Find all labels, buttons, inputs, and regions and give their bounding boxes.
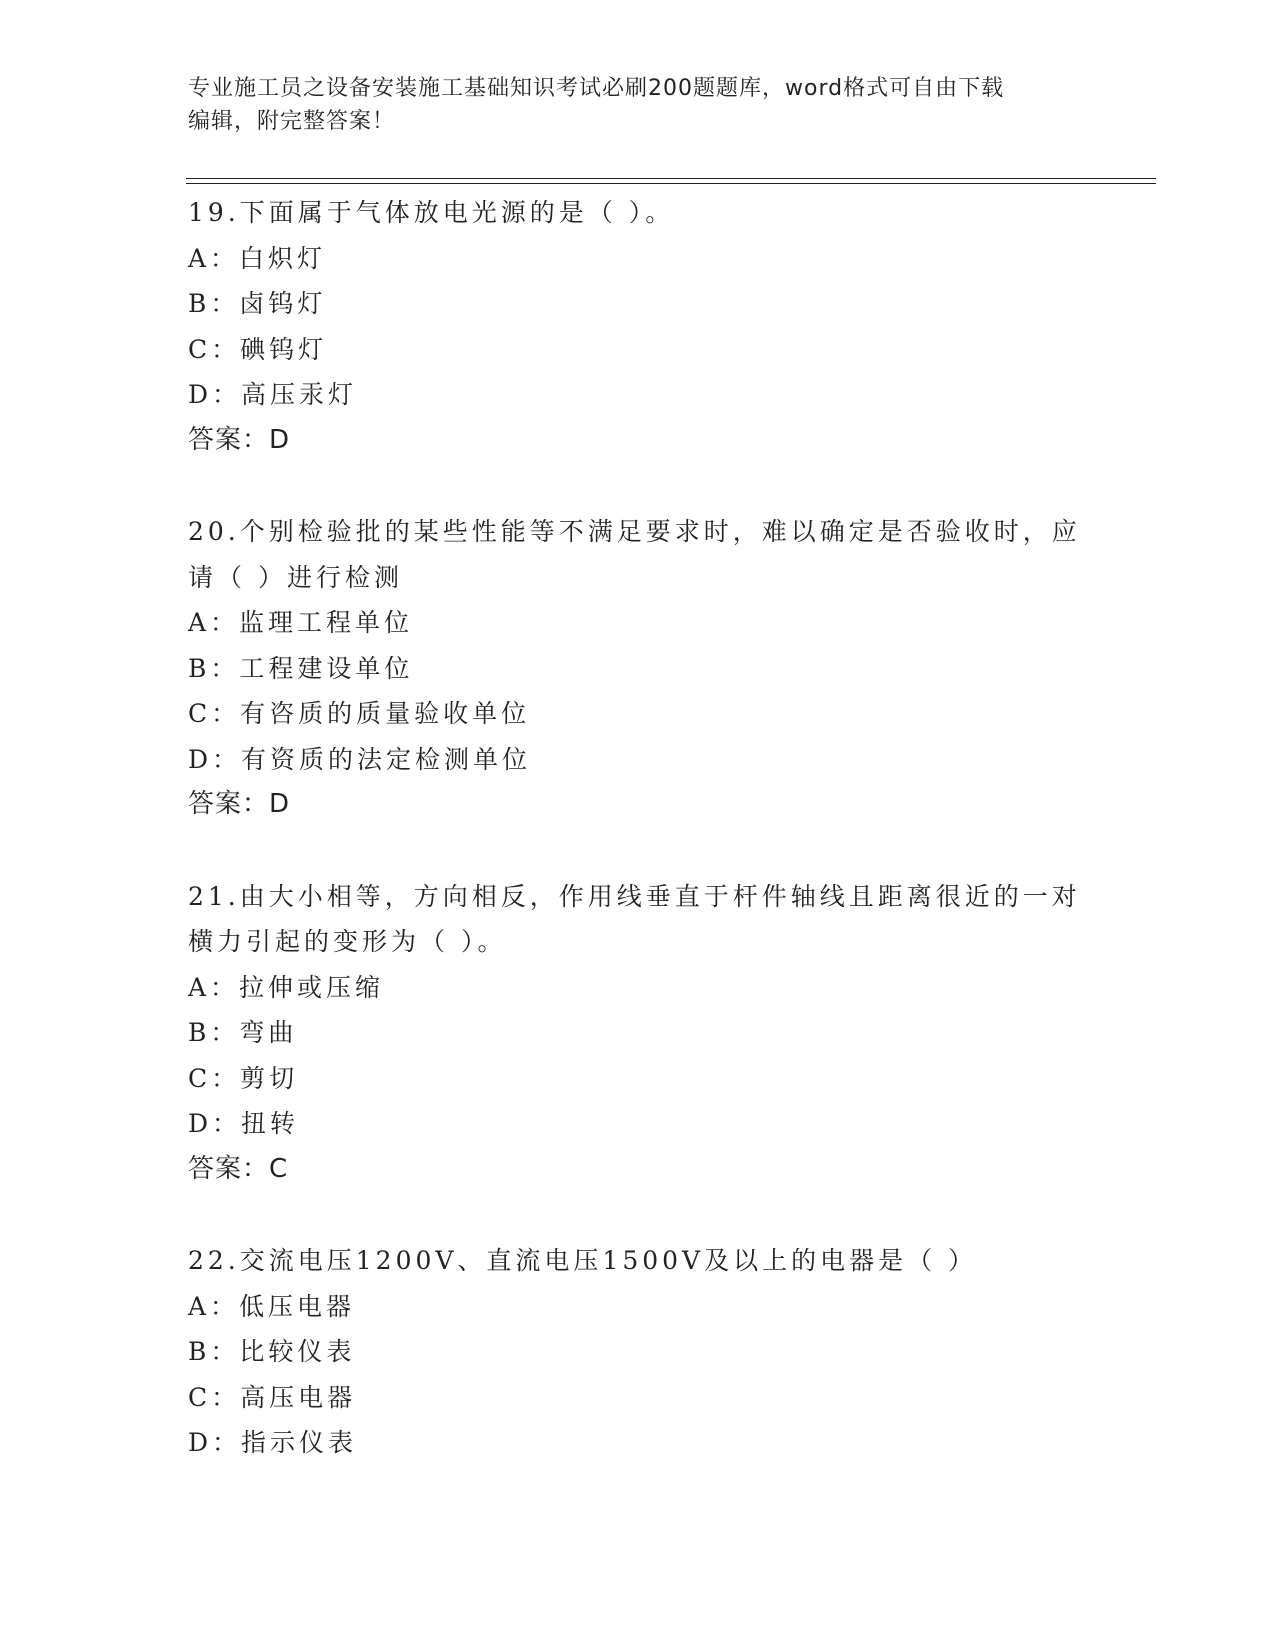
option-c: C：高压电器: [188, 1382, 357, 1412]
answer: 答案：D: [188, 789, 291, 819]
document-header: [188, 72, 1068, 138]
option-b: B：卤钨灯: [188, 289, 327, 318]
option-d: D：高压汞灯: [188, 380, 358, 409]
option-b: B：比较仪表: [188, 1337, 356, 1366]
question-19: [188, 190, 1088, 463]
question-22: [188, 1238, 1088, 1466]
question-stem: 19.下面属于气体放电光源的是（ ）。: [188, 198, 675, 227]
option-b: B：弯曲: [188, 1018, 298, 1047]
answer: 答案：C: [188, 1153, 289, 1184]
question-20: [188, 509, 1088, 828]
option-b: B：工程建设单位: [188, 653, 414, 683]
option-d: D：指示仪表: [188, 1428, 358, 1457]
header-line-1: 专业施工员之设备安装施工基础知识考试必刷200题题库，word格式可自由下载: [188, 76, 1005, 101]
option-a: A：监理工程单位: [188, 608, 414, 637]
option-a: A：低压电器: [188, 1291, 356, 1321]
option-c: C：有咨质的质量验收单位: [188, 699, 531, 728]
header-divider-top: [186, 178, 1156, 179]
option-d: D：扭转: [188, 1109, 300, 1138]
question-list: [188, 190, 1088, 1512]
option-a: A：拉伸或压缩: [188, 972, 385, 1002]
question-stem: 21.由大小相等，方向相反，作用线垂直于杆件轴线且距离很近的一对: [188, 881, 1081, 911]
question-stem-continued: 请（ ）进行检测: [188, 562, 403, 592]
option-d: D：有资质的法定检测单位: [188, 744, 532, 774]
answer: 答案：D: [188, 424, 291, 455]
option-c: C：剪切: [188, 1063, 299, 1093]
question-stem: 22.交流电压1200V、直流电压1500V及以上的电器是（ ）: [188, 1246, 978, 1275]
option-a: A：白炽灯: [188, 243, 327, 273]
question-stem-continued: 横力引起的变形为（ ）。: [188, 927, 507, 956]
header-line-2: 编辑，附完整答案！: [188, 109, 396, 134]
question-stem: 20.个别检验批的某些性能等不满足要求时，难以确定是否验收时，应: [188, 517, 1081, 546]
question-21: [188, 874, 1088, 1193]
header-divider-bottom: [186, 183, 1156, 184]
option-c: C：碘钨灯: [188, 334, 328, 364]
